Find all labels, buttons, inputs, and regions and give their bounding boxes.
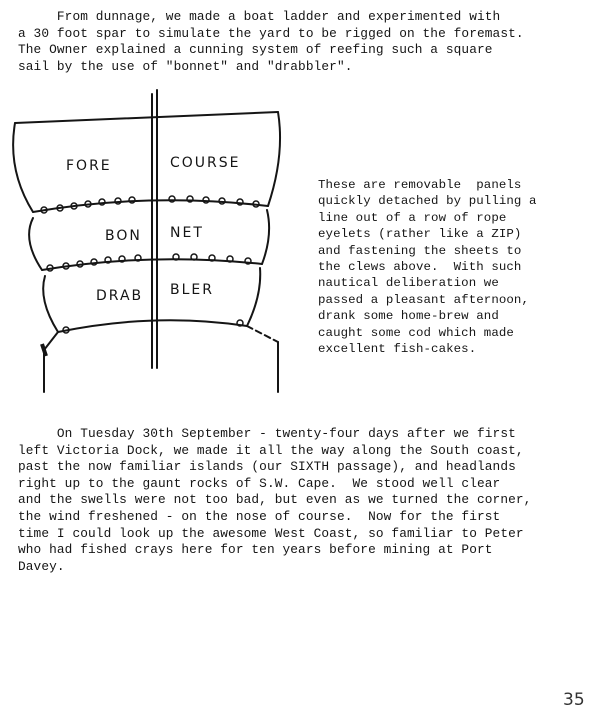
text-line: left Victoria Dock, we made it all the way along the South coast, [18, 442, 524, 458]
text-line: past the now familiar islands (our SIXTH passage), and headlands [18, 459, 516, 475]
fore-course-panel [268, 112, 280, 206]
text-line: sail by the use of "bonnet" and "drabbler". [18, 58, 353, 74]
text-line: These are removable panels [318, 178, 522, 192]
text-line: line out of a row of rope [318, 210, 507, 225]
text-line: From dunnage, we made a boat ladder and experimented with [18, 9, 501, 24]
text-line: The Owner explained a cunning system of reefing such a square [18, 42, 493, 58]
drabbler-panel [247, 268, 260, 326]
bler-label: BLER [170, 282, 214, 298]
bon-label: BON [105, 228, 142, 244]
text-line: Davey. [18, 558, 65, 574]
drab-label: DRAB [96, 288, 144, 304]
sail-sketch [0, 80, 310, 410]
text-line: time I could look up the awesome West Coast, so familiar to Peter [18, 525, 524, 541]
net-label: NET [170, 225, 204, 241]
yard-line [15, 112, 278, 123]
course-label: COURSE [170, 155, 241, 171]
text-line: and the swells were not too bad, but even as we turned the corner, [18, 492, 532, 508]
sheet-line [247, 326, 278, 342]
text-line: nautical deliberation we [318, 276, 499, 291]
sheet-line [44, 332, 58, 350]
fore-course-foot [33, 200, 268, 212]
fore-course-panel [13, 123, 33, 212]
text-line: the wind freshened - on the nose of course. Now for the first [18, 508, 501, 524]
drabbler-panel [43, 276, 58, 332]
text-line: excellent fish-cakes. [318, 342, 477, 357]
text-line: drank some home-brew and [318, 309, 499, 324]
voyage-paragraph [18, 426, 531, 575]
text-line: who had fished crays here for ten years before mining at Port [18, 542, 493, 558]
text-line: quickly detached by pulling a [318, 194, 537, 209]
fore-label: FORE [66, 158, 112, 174]
text-line: On Tuesday 30th September - twenty-four days after we first [18, 426, 516, 441]
text-line: eyelets (rather like a ZIP) [318, 227, 522, 242]
bonnet-panel [262, 210, 269, 264]
page-number: 35 [563, 690, 585, 710]
text-line: caught some cod which made [318, 325, 514, 340]
side-note [318, 177, 537, 357]
text-line: right up to the gaunt rocks of S.W. Cape. We stood well clear [18, 475, 501, 491]
text-line: a 30 foot spar to simulate the yard to be rigged on the foremast. [18, 25, 524, 41]
intro-paragraph [18, 9, 524, 75]
text-line: and fastening the sheets to [318, 243, 522, 258]
text-line: passed a pleasant afternoon, [318, 292, 529, 307]
bonnet-panel [29, 218, 42, 270]
text-line: the clews above. With such [318, 260, 522, 275]
